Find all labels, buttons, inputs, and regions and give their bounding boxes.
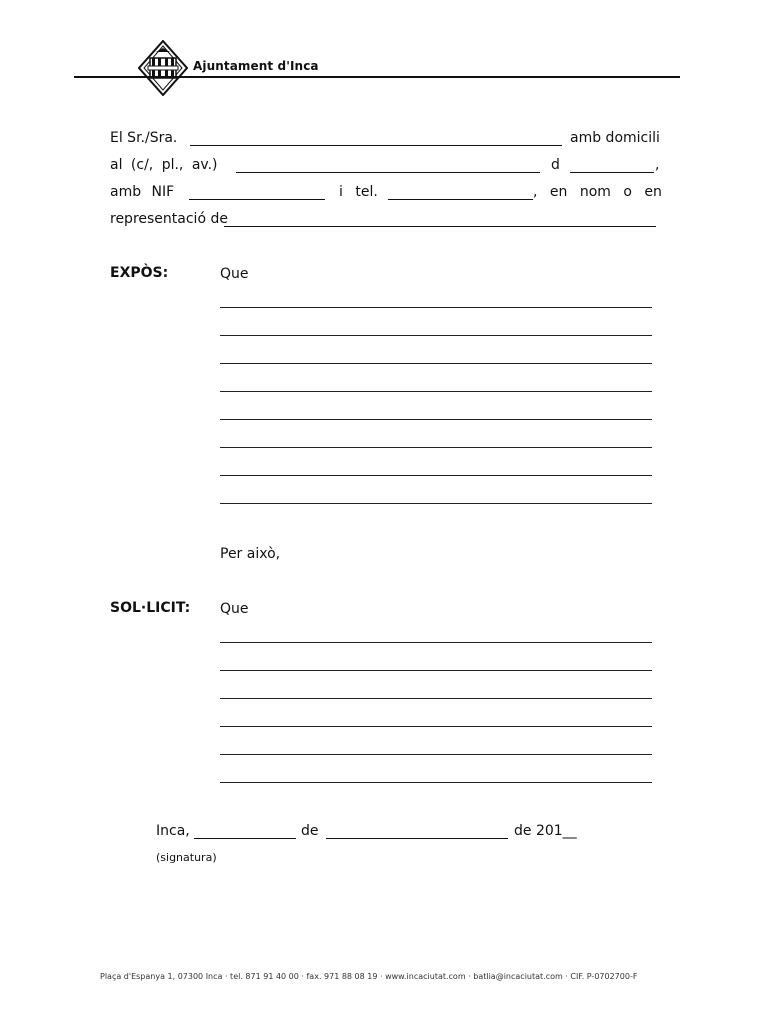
day-field-line[interactable] [194,838,296,839]
signature-place: Inca, [156,823,190,839]
intro-label-on-behalf: , en nom o en [533,184,662,200]
expos-line[interactable] [220,419,652,420]
street-field-line[interactable] [236,172,540,173]
solicit-line[interactable] [220,698,652,699]
month-field-line[interactable] [326,838,508,839]
solicit-lead: Que [220,601,249,617]
signature-year: de 201__ [514,823,577,839]
solicit-line[interactable] [220,642,652,643]
expos-line[interactable] [220,447,652,448]
expos-line[interactable] [220,363,652,364]
intro-comma: , [655,157,660,173]
solicit-heading: SOL·LICIT: [110,600,191,616]
representation-field-line[interactable] [224,226,656,227]
expos-heading: EXPÒS: [110,265,169,281]
organization-name: Ajuntament d'Inca [193,59,319,73]
solicit-line[interactable] [220,726,652,727]
signature-de-1: de [301,823,319,839]
expos-lead: Que [220,266,249,282]
footer-contact-info: Plaça d'Espanya 1, 07300 Inca · tel. 871 91 40 00 · fax. 971 88 08 19 · www.incaciutat.com · batlia@incaciutat.com · CIF. P-0702700-F [100,972,638,981]
header-divider [74,76,680,78]
nif-field-line[interactable] [189,199,325,200]
intro-label-d: d [551,157,560,173]
intro-label-representation: representació de [110,211,228,227]
expos-line[interactable] [220,307,652,308]
transition-text: Per això, [220,546,281,562]
signature-caption: (signatura) [156,851,217,864]
intro-label-tel: i tel. [339,184,378,200]
coat-of-arms-logo [138,40,188,96]
tel-field-line[interactable] [388,199,533,200]
intro-label-address: amb domicili [570,130,660,146]
intro-label-street: al (c/, pl., av.) [110,157,218,173]
solicit-line[interactable] [220,782,652,783]
intro-label-nif: amb NIF [110,184,175,200]
solicit-line[interactable] [220,670,652,671]
solicit-line[interactable] [220,754,652,755]
name-field-line[interactable] [190,145,562,146]
street-number-field-line[interactable] [570,172,654,173]
intro-label-name: El Sr./Sra. [110,130,178,146]
expos-line[interactable] [220,391,652,392]
expos-line[interactable] [220,335,652,336]
expos-line[interactable] [220,475,652,476]
expos-line[interactable] [220,503,652,504]
